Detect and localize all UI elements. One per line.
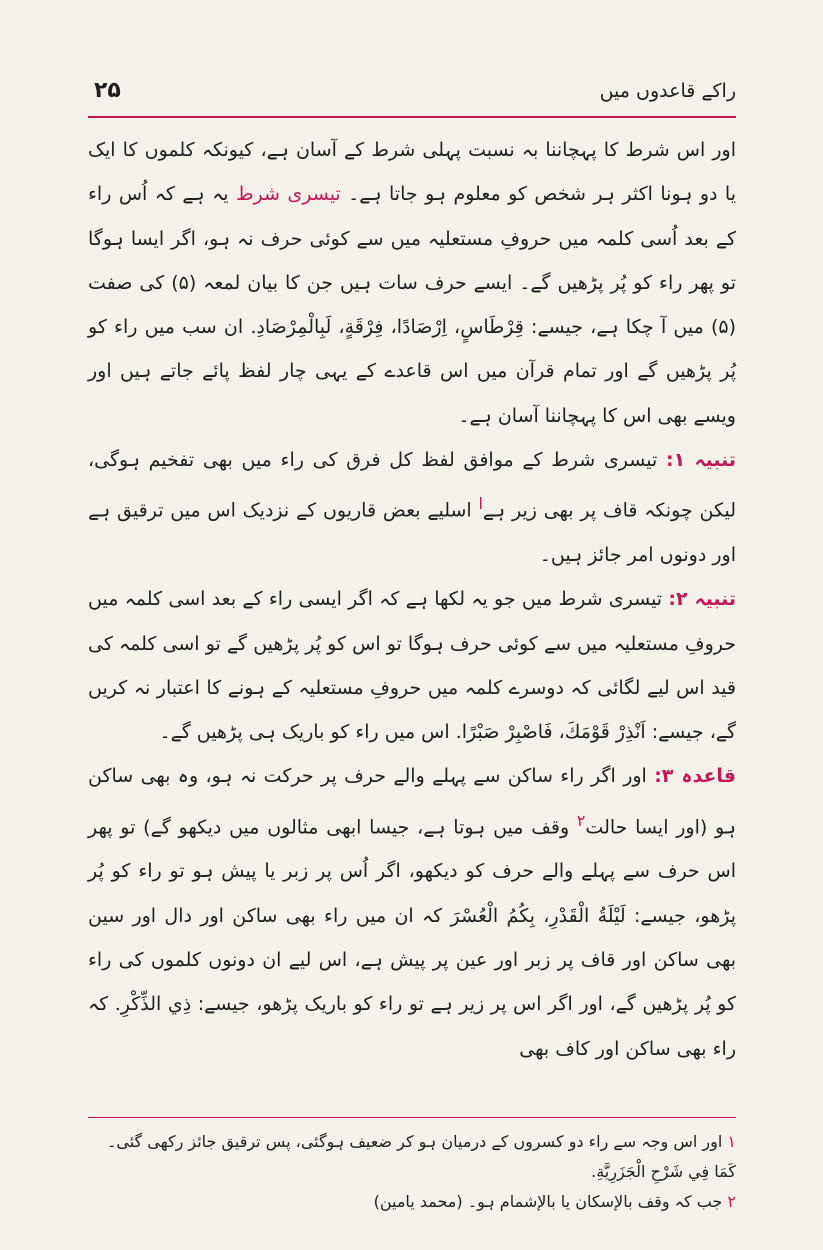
- qaida-3-label: قاعدہ ۳:: [654, 765, 736, 788]
- footnote-rule: [88, 1117, 736, 1118]
- highlight-third-condition: تیسری شرط: [235, 183, 341, 206]
- footnote-2: ۲ جب کہ وقف بالإسكان یا بالإشمام ہو۔ (محمد یامین): [373, 1192, 736, 1211]
- quranic-examples: قِرْطَاسٍ، اِرْصَادًا، فِرْقَةٍ، لَبِالْمِرْصَادِ.: [250, 316, 524, 339]
- paragraph-third-condition: اور اس شرط کا پہچاننا بہ نسبت پہلی شرط کے آسان ہے، کیونکہ کلموں کا ایک یا دو ہونا اکثر ہر شخص کو معلوم ہو جاتا ہے۔ تیسری شرط یہ ہے کہ اُس راء کے بعد اُسی کلمہ میں حروفِ مستعلیہ میں سے کوئی حرف نہ ہو، اگر ایسا ہوگا تو پھر راء کو پُر پڑھیں گے۔ ایسے حرف سات ہیں جن کا بیان لمعہ (۵) کی صفت (۵) میں آ چکا ہے، جیسے: قِرْطَاسٍ، اِرْصَادًا، فِرْقَةٍ، لَبِالْمِرْصَادِ. ان سب میں راء کو پُر پڑھیں گے اور تمام قرآن میں اس قاعدے کے یہی چار لفظ پائے جاتے ہیں اور ویسے بھی اس کا پہچاننا آسان ہے۔: [88, 139, 737, 427]
- body-text: [88, 128, 736, 1071]
- footnote-1: ۱ اور اس وجہ سے راء دو کسروں کے درمیان ہو کر ضعیف ہوگئی، پس ترقیق جائز رکھی گئی۔ كَمَا فِي شَرْحِ الْجَزَرِيَّةِ.: [107, 1132, 736, 1181]
- page-header: [88, 76, 736, 116]
- running-title: راکے قاعدوں میں: [599, 80, 736, 102]
- tanbih-2: تنبیہ ۲: تیسری شرط میں جو یہ لکھا ہے کہ اگر ایسی راء کے بعد اسی کلمہ میں حروفِ مستعلیہ میں سے کوئی حرف ہوگا تو اس کو پُر پڑھیں گے تو اسی کلمہ کی قید اس لیے لگائی کہ دوسرے کلمہ میں حروفِ مستعلیہ کے ہونے کا اعتبار نہ کریں گے، جیسے: اَنْذِرْ قَوْمَكَ، فَاصْبِرْ صَبْرًا. اس میں راء کو باریک ہی پڑھیں گے۔: [88, 588, 736, 744]
- quranic-examples: اَنْذِرْ قَوْمَكَ، فَاصْبِرْ صَبْرًا.: [455, 721, 646, 744]
- tanbih-1-label: تنبیہ ۱:: [665, 449, 736, 472]
- qaida-3: قاعدہ ۳: اور اگر راء ساکن سے پہلے والے حرف پر حرکت نہ ہو، وہ بھی ساکن ہو (اور ایسا حالت$^۲$ وقف میں ہوتا ہے، جیسا ابھی مثالوں میں دیکھو گے) تو پھر اس حرف سے پہلے والے حرف کو دیکھو، اگر اُس پر زبر یا پیش ہو تو راء کو پُر پڑھو، جیسے: لَيْلَةُ الْقَدْرِ، بِكُمُ الْعُسْرَ کہ ان میں راء بھی ساکن اور دال اور سین بھی ساکن اور قاف پر زبر اور عین پر پیش ہے، اس لیے ان دونوں کلموں کی راء کو پُر پڑھیں گے، اور اگر اس پر زیر ہے تو راء کو باریک پڑھو، جیسے: ذِي الذِّكْرِ. کہ راء بھی ساکن اور کاف بھی: [88, 765, 736, 1060]
- footnote-marker: ۱: [727, 1132, 736, 1151]
- header-rule: [88, 116, 736, 118]
- footnote-marker: ۲: [727, 1192, 736, 1211]
- quranic-example: ذِي الذِّكْرِ.: [114, 993, 192, 1016]
- tanbih-2-label: تنبیہ ۲:: [668, 588, 736, 611]
- tanbih-1: تنبیہ ۱: تیسری شرط کے موافق لفظ کل فرق کی راء میں بھی تفخیم ہوگی، لیکن چونکہ قاف پر بھی زیر ہے$^ا$ اسلیے بعض قاریوں کے نزدیک اس میں ترقیق ہے اور دونوں امر جائز ہیں۔: [88, 449, 737, 566]
- footnotes: [88, 1127, 736, 1217]
- quranic-examples: لَيْلَةُ الْقَدْرِ، بِكُمُ الْعُسْرَ: [450, 904, 626, 927]
- footnote-ref-1: ا: [478, 494, 483, 514]
- page-number: ۲۵: [94, 78, 121, 103]
- footnote-ref-2: ۲: [576, 810, 586, 830]
